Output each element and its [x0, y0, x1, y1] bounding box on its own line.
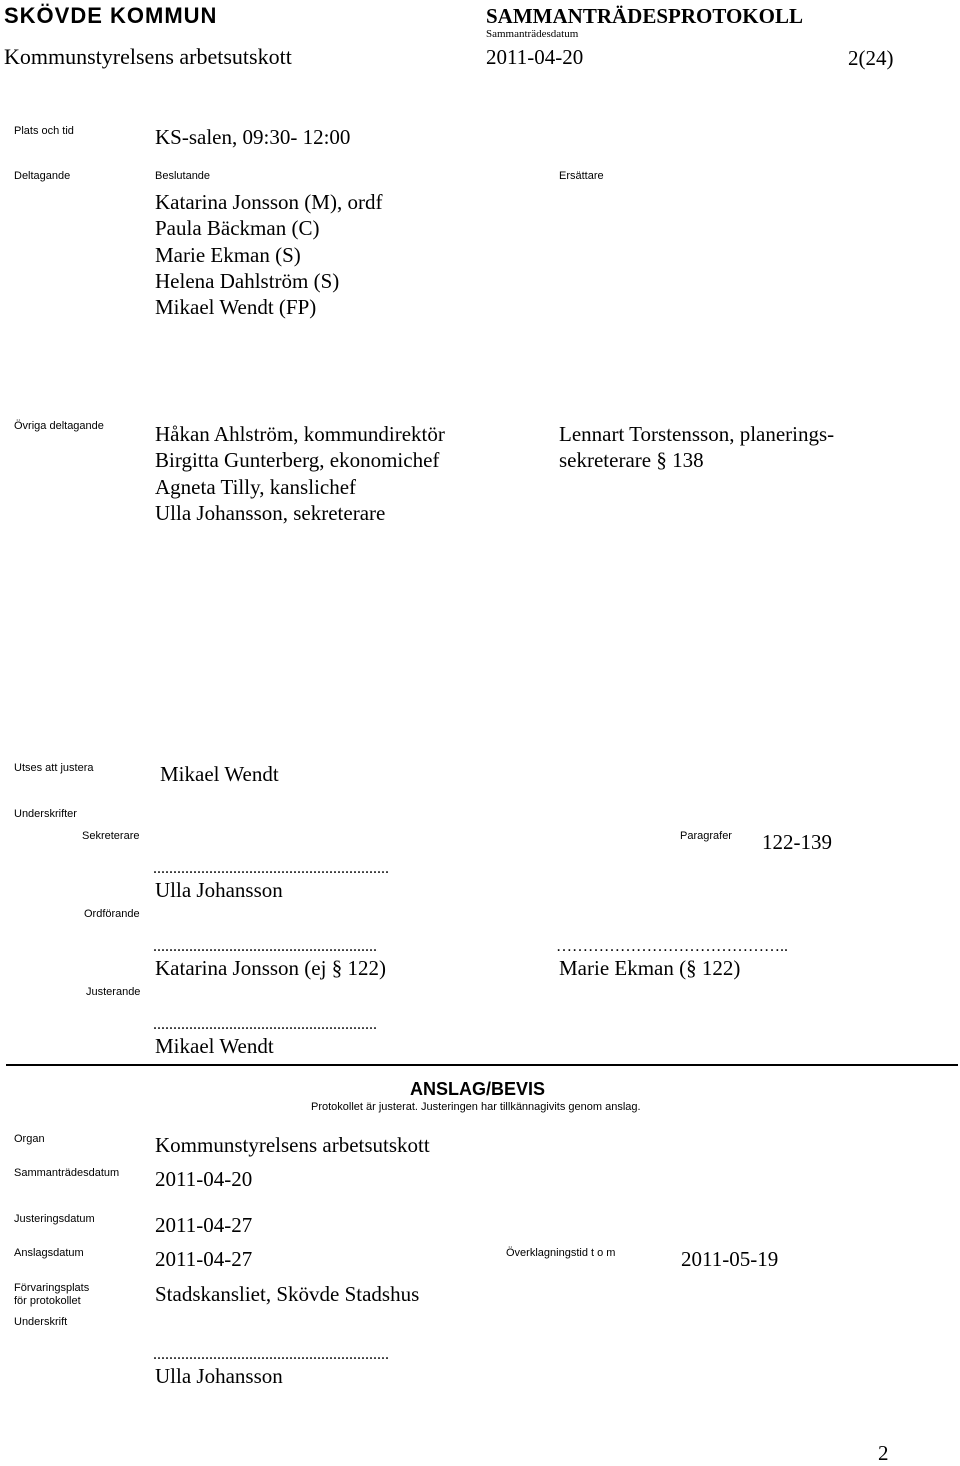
- others-label: Övriga deltagande: [14, 420, 104, 432]
- posted-date-label: Anslagsdatum: [14, 1247, 84, 1259]
- chair-right-name: Marie Ekman (§ 122): [559, 956, 741, 980]
- header-committee: Kommunstyrelsens arbetsutskott: [4, 44, 292, 69]
- other-participant: sekreterare § 138: [559, 448, 704, 473]
- municipality-logo: SKÖVDE KOMMUN: [4, 3, 218, 28]
- other-participant: Ulla Johansson, sekreterare: [155, 500, 386, 525]
- chair-right-signature-line: ……………………………………..: [556, 938, 788, 955]
- other-participant: Birgitta Gunterberg, ekonomichef: [155, 448, 440, 473]
- signature-label: Underskrift: [14, 1316, 68, 1328]
- posted-date-value: 2011-04-27: [155, 1247, 253, 1271]
- organ-label: Organ: [14, 1133, 45, 1145]
- adjuster-signature-line: ........................................................: [153, 1016, 377, 1033]
- appeal-value: 2011-05-19: [681, 1247, 779, 1271]
- storage-value: Stadskansliet, Skövde Stadshus: [155, 1282, 420, 1306]
- substitutes-label: Ersättare: [559, 170, 604, 182]
- header-page: 2(24): [848, 46, 894, 70]
- document-type: SAMMANTRÄDESPROTOKOLL: [486, 4, 803, 28]
- chair-label: Ordförande: [84, 908, 140, 920]
- deciding-member: Mikael Wendt (FP): [155, 295, 317, 320]
- deciding-member: Katarina Jonsson (M), ordf: [155, 190, 383, 214]
- organ-value: Kommunstyrelsens arbetsutskott: [155, 1133, 430, 1157]
- adjust-date-label: Justeringsdatum: [14, 1213, 95, 1225]
- secretary-name: Ulla Johansson: [155, 878, 283, 902]
- notice-title: ANSLAG/BEVIS: [410, 1079, 546, 1099]
- adjuster-label: Justerande: [86, 986, 141, 998]
- others-right-list: [559, 421, 834, 474]
- signatures-label: Underskrifter: [14, 808, 77, 820]
- paragraphs-label: Paragrafer: [680, 830, 732, 842]
- meeting-date-value: 2011-04-20: [155, 1167, 253, 1191]
- other-participant: Lennart Torstensson, planerings-: [559, 422, 835, 446]
- section-divider: [6, 1064, 958, 1066]
- storage-label-line: för protokollet: [14, 1295, 81, 1307]
- notice-signature-name: Ulla Johansson: [155, 1364, 283, 1388]
- storage-label: [14, 1282, 89, 1308]
- paragraphs-value: 122-139: [762, 830, 832, 854]
- participants-label: Deltagande: [14, 170, 71, 182]
- deciding-member: Marie Ekman (S): [155, 242, 301, 267]
- deciding-label: Beslutande: [155, 170, 211, 182]
- adjust-label: Utses att justera: [14, 762, 94, 774]
- secretary-label: Sekreterare: [82, 830, 140, 842]
- deciding-list: [155, 189, 382, 320]
- deciding-member: Helena Dahlström (S): [155, 268, 340, 293]
- place-value: KS-salen, 09:30- 12:00: [155, 125, 351, 149]
- notice-signature-line: ...........................................................: [153, 1346, 389, 1363]
- adjust-value: Mikael Wendt: [160, 762, 279, 786]
- chair-name: Katarina Jonsson (ej § 122): [155, 956, 386, 980]
- header-date-label: Sammanträdesdatum: [486, 28, 579, 40]
- storage-label-line: Förvaringsplats: [14, 1282, 90, 1294]
- deciding-member: Paula Bäckman (C): [155, 216, 320, 241]
- others-left-list: [155, 421, 445, 526]
- adjuster-name: Mikael Wendt: [155, 1034, 274, 1058]
- secretary-signature-line: ...........................................................: [153, 860, 389, 877]
- meeting-date-label: Sammanträdesdatum: [14, 1167, 120, 1179]
- page-number: 2: [878, 1441, 889, 1465]
- appeal-label: Överklagningstid t o m: [506, 1247, 616, 1259]
- adjust-date-value: 2011-04-27: [155, 1213, 253, 1237]
- other-participant: Agneta Tilly, kanslichef: [155, 474, 357, 499]
- other-participant: Håkan Ahlström, kommundirektör: [155, 422, 445, 446]
- notice-subtitle: Protokollet är justerat. Justeringen har tillkännagivits genom anslag.: [311, 1101, 641, 1113]
- chair-signature-line: ........................................................: [153, 938, 377, 955]
- header-date: 2011-04-20: [486, 45, 584, 69]
- place-label: Plats och tid: [14, 125, 74, 137]
